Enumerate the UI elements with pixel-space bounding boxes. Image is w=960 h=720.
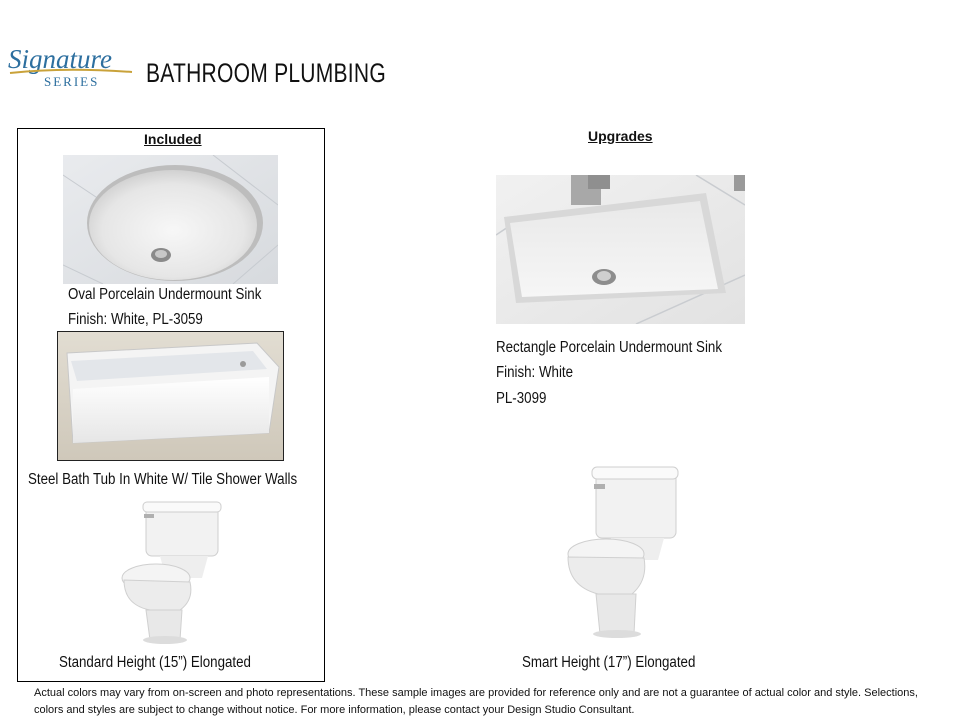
bath-tub-name: Steel Bath Tub In White W/ Tile Shower Walls bbox=[28, 471, 298, 488]
disclaimer-text: Actual colors may vary from on-screen and photo representations. These sample images are provided for reference only and are not a guarantee of actual color and style. Selections, colors and styles are subject to change without notice. For more information, please contact your Design Studio Consultant. bbox=[34, 687, 918, 716]
bath-tub-image bbox=[57, 331, 284, 461]
logo-sub: SERIES bbox=[44, 74, 100, 89]
oval-sink-name: Oval Porcelain Undermount Sink bbox=[68, 286, 262, 303]
standard-toilet-image bbox=[110, 500, 230, 645]
signature-series-logo bbox=[4, 40, 136, 92]
standard-toilet-name: Standard Height (15”) Elongated bbox=[59, 654, 251, 671]
upgrades-heading: Upgrades bbox=[588, 128, 653, 144]
oval-sink-image bbox=[63, 155, 278, 284]
page-title: BATHROOM PLUMBING bbox=[146, 58, 386, 88]
rectangle-sink-image bbox=[496, 175, 745, 324]
smart-toilet-name: Smart Height (17”) Elongated bbox=[522, 654, 696, 671]
logo-word: Signature bbox=[8, 44, 112, 74]
oval-sink-finish: Finish: White, PL-3059 bbox=[68, 311, 203, 328]
rectangle-sink-name: Rectangle Porcelain Undermount Sink bbox=[496, 339, 722, 356]
smart-toilet-image bbox=[556, 462, 686, 642]
rectangle-sink-finish: Finish: White bbox=[496, 364, 574, 381]
rectangle-sink-code: PL-3099 bbox=[496, 390, 547, 407]
included-heading: Included bbox=[144, 131, 202, 147]
